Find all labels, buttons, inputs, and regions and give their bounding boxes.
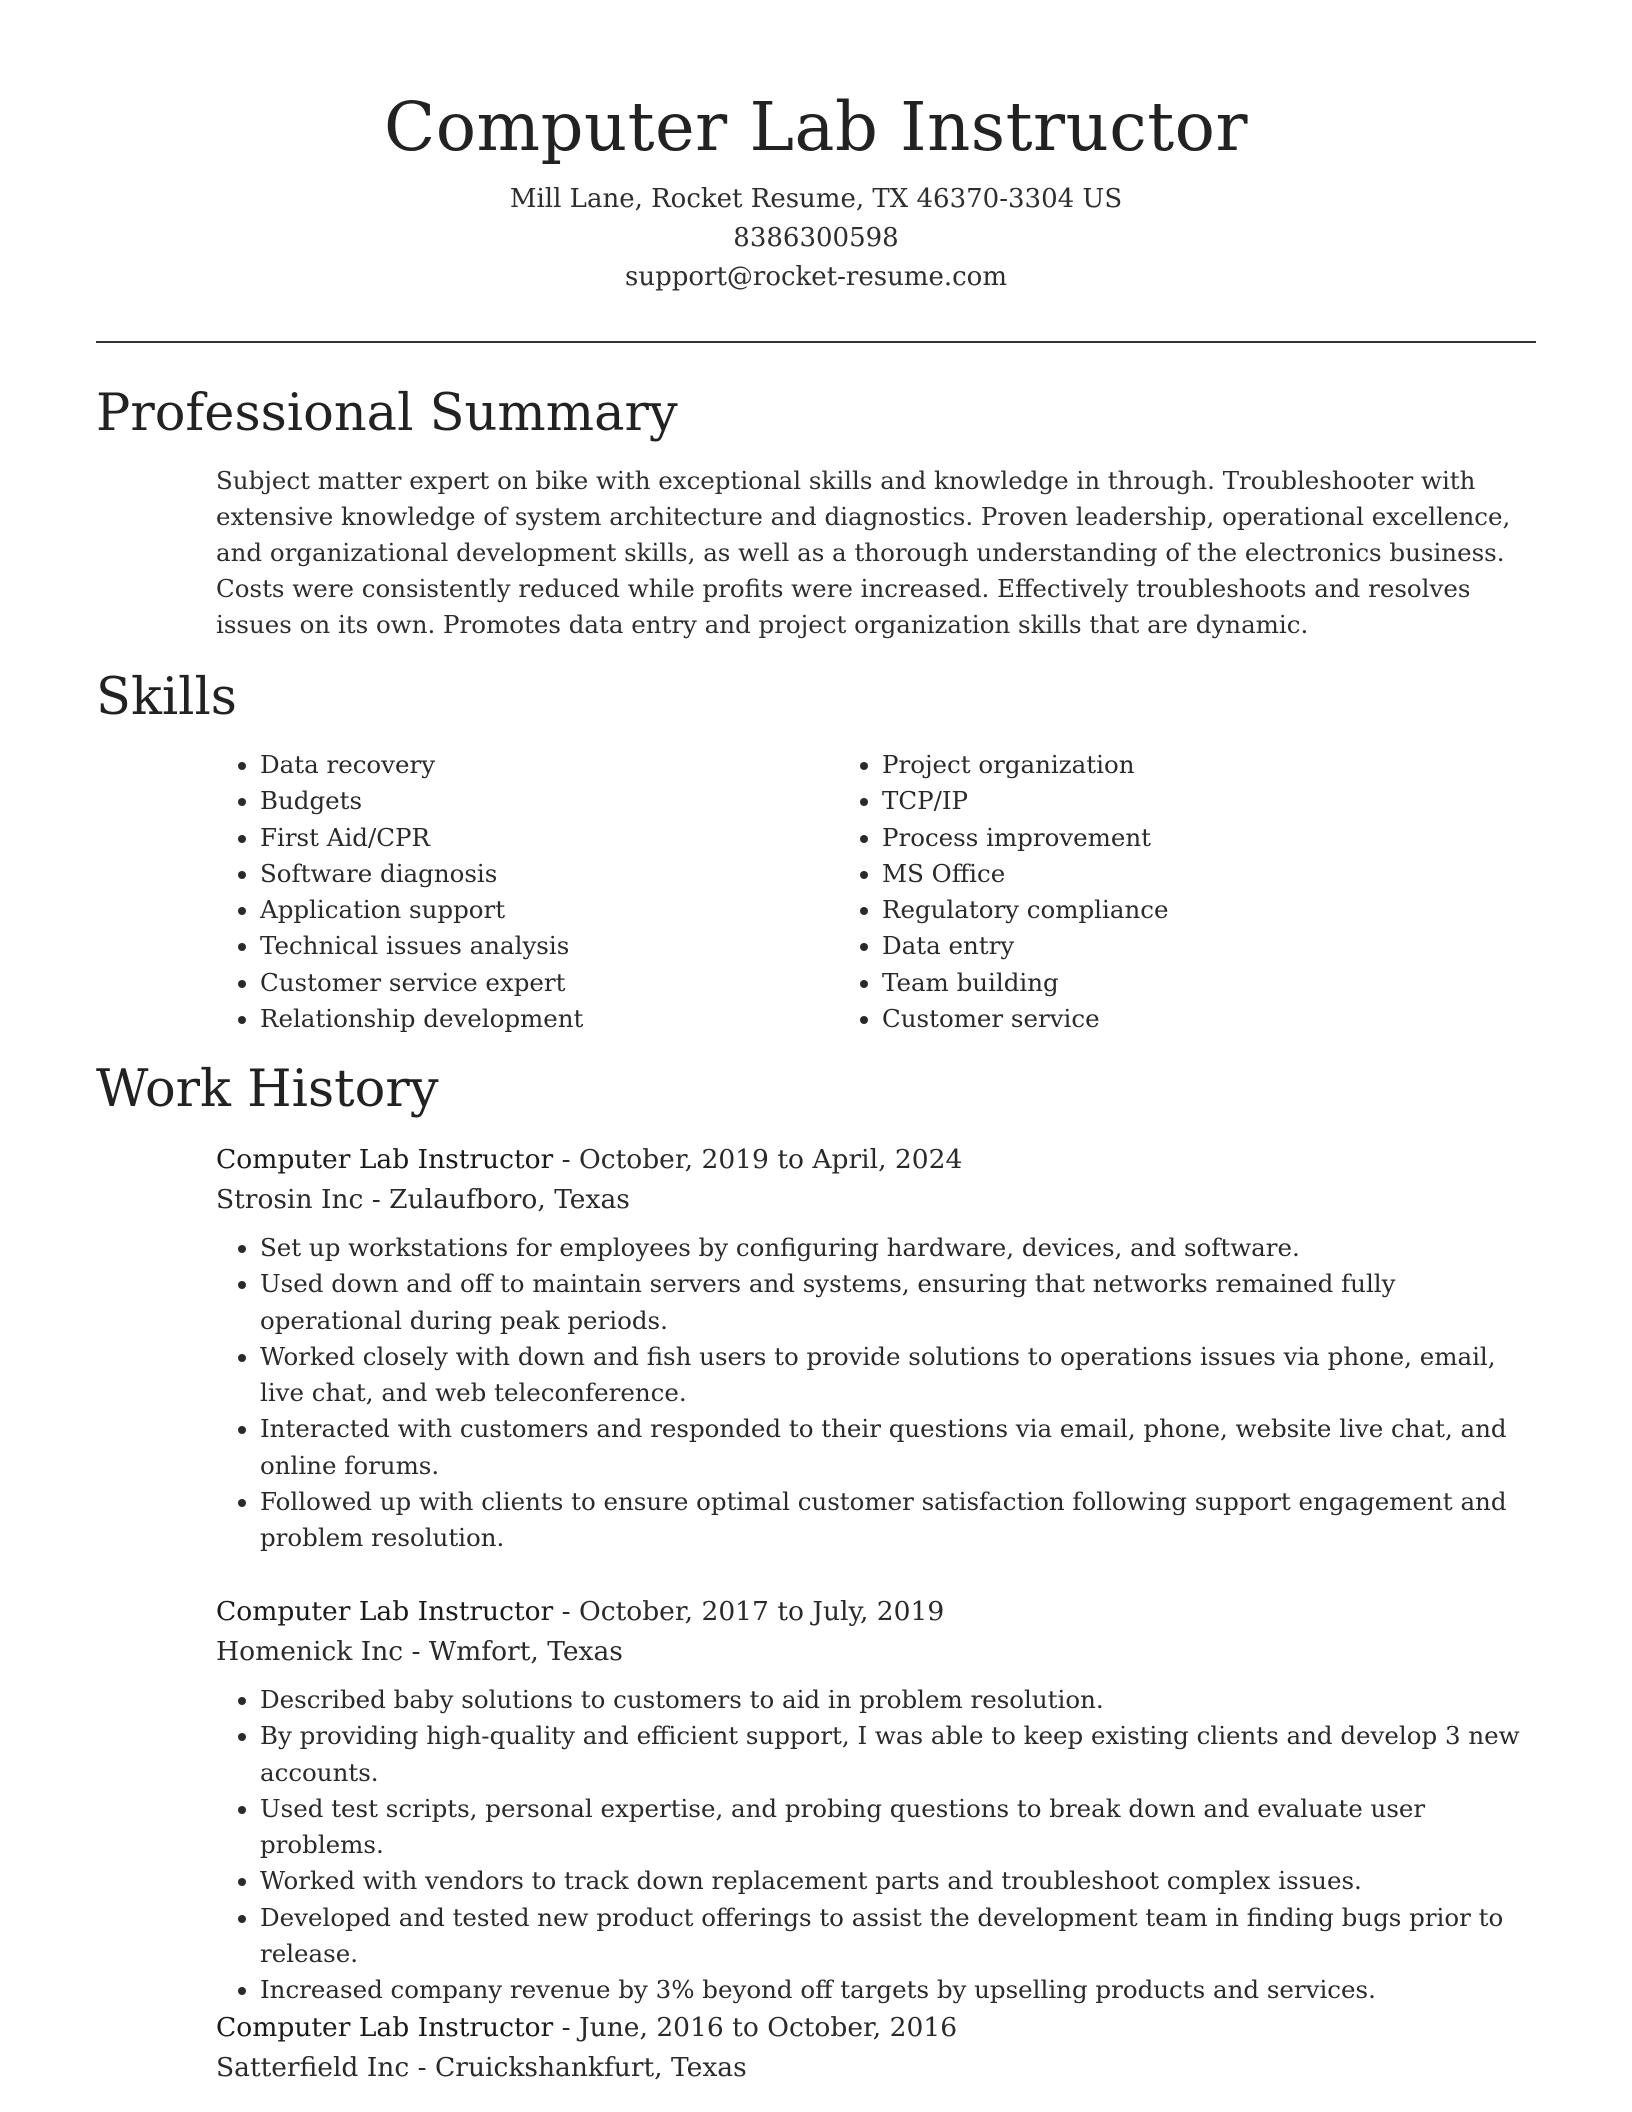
job-bullet: • Increased company revenue by 3% beyond off targets by upselling products and services. bbox=[260, 1972, 1536, 2008]
section-title-skills: Skills bbox=[96, 668, 237, 727]
summary-text: Subject matter expert on bike with exceptional skills and knowledge in through. Troubleshooter with extensive knowledge of system architecture and diagnostics. Proven leadership, operational excellence, and organizational development skills, as well as a thorough understanding of the electronics business. Costs were consistently reduced while profits were increased. Effectively troubleshoots and resolves issues on its own. Promotes data entry and project organization skills that are dynamic. bbox=[216, 466, 1511, 639]
job-role: Computer Lab Instructor bbox=[216, 1596, 554, 1627]
skill-item: • TCP/IP bbox=[882, 783, 1536, 819]
job-title-line bbox=[216, 1140, 1536, 1180]
job-dates: - October, 2017 to July, 2019 bbox=[553, 1596, 945, 1627]
skill-item: • Data entry bbox=[882, 928, 1536, 964]
skill-item: • Software diagnosis bbox=[260, 856, 822, 892]
skills-column-right bbox=[822, 747, 1536, 1037]
job-bullet: • By providing high-quality and efficient support, I was able to keep existing clients and develop 3 new accounts. bbox=[260, 1718, 1536, 1791]
section-title-summary: Professional Summary bbox=[96, 384, 678, 443]
header-divider bbox=[96, 341, 1536, 343]
job-title-line bbox=[216, 1592, 1536, 1632]
skill-item: • Technical issues analysis bbox=[260, 928, 822, 964]
job-role: Computer Lab Instructor bbox=[216, 2012, 554, 2043]
job-location: - Cruickshankfurt, Texas bbox=[409, 2052, 747, 2083]
job-entry bbox=[216, 2008, 1536, 2088]
job-bullets bbox=[216, 1682, 1536, 2009]
job-entry bbox=[216, 1140, 1536, 1557]
job-bullet: • Set up workstations for employees by configuring hardware, devices, and software. bbox=[260, 1230, 1536, 1266]
resume-header bbox=[0, 0, 1632, 297]
job-bullet: • Followed up with clients to ensure optimal customer satisfaction following support engagement and problem resolution. bbox=[260, 1484, 1536, 1557]
job-title-line bbox=[216, 2008, 1536, 2048]
skill-item: • Project organization bbox=[882, 747, 1536, 783]
skill-item: • Relationship development bbox=[260, 1001, 822, 1037]
job-bullet: • Developed and tested new product offerings to assist the development team in finding bugs prior to release. bbox=[260, 1900, 1536, 1973]
skills-column-left bbox=[216, 747, 822, 1037]
job-company-line bbox=[216, 1632, 1536, 1672]
job-company-line bbox=[216, 1180, 1536, 1220]
skills-list bbox=[216, 747, 1536, 1037]
skill-item: • Regulatory compliance bbox=[882, 892, 1536, 928]
job-dates: - June, 2016 to October, 2016 bbox=[553, 2012, 958, 2043]
job-bullet: • Interacted with customers and responded to their questions via email, phone, website live chat, and online forums. bbox=[260, 1411, 1536, 1484]
skill-item: • MS Office bbox=[882, 856, 1536, 892]
job-location: - Wmfort, Texas bbox=[403, 1636, 623, 1667]
skill-item: • Data recovery bbox=[260, 747, 822, 783]
skill-item: • Application support bbox=[260, 892, 822, 928]
job-bullet: • Used test scripts, personal expertise, and probing questions to break down and evaluate user problems. bbox=[260, 1791, 1536, 1864]
section-title-work-history: Work History bbox=[96, 1060, 439, 1119]
job-role: Computer Lab Instructor bbox=[216, 1144, 554, 1175]
skill-item: • First Aid/CPR bbox=[260, 820, 822, 856]
contact-info bbox=[0, 180, 1632, 297]
job-entry bbox=[216, 1592, 1536, 2009]
address: Mill Lane, Rocket Resume, TX 46370-3304 US bbox=[509, 184, 1123, 214]
job-company: Strosin Inc bbox=[216, 1184, 364, 1215]
skill-item: • Customer service expert bbox=[260, 965, 822, 1001]
job-company: Satterfield Inc bbox=[216, 2052, 410, 2083]
job-bullet: • Used down and off to maintain servers and systems, ensuring that networks remained fully operational during peak periods. bbox=[260, 1266, 1536, 1339]
job-company: Homenick Inc bbox=[216, 1636, 404, 1667]
skill-item: • Customer service bbox=[882, 1001, 1536, 1037]
job-location: - Zulaufboro, Texas bbox=[363, 1184, 630, 1215]
job-dates: - October, 2019 to April, 2024 bbox=[553, 1144, 963, 1175]
email: support@rocket-resume.com bbox=[624, 262, 1007, 292]
candidate-name: Computer Lab Instructor bbox=[383, 88, 1249, 166]
skill-item: • Budgets bbox=[260, 783, 822, 819]
job-company-line bbox=[216, 2048, 1536, 2088]
job-bullet: • Worked closely with down and fish users to provide solutions to operations issues via phone, email, live chat, and web teleconference. bbox=[260, 1339, 1536, 1412]
job-bullets bbox=[216, 1230, 1536, 1557]
phone: 8386300598 bbox=[733, 223, 899, 253]
skill-item: • Team building bbox=[882, 965, 1536, 1001]
skill-item: • Process improvement bbox=[882, 820, 1536, 856]
job-bullet: • Worked with vendors to track down replacement parts and troubleshoot complex issues. bbox=[260, 1863, 1536, 1899]
job-bullet: • Described baby solutions to customers to aid in problem resolution. bbox=[260, 1682, 1536, 1718]
